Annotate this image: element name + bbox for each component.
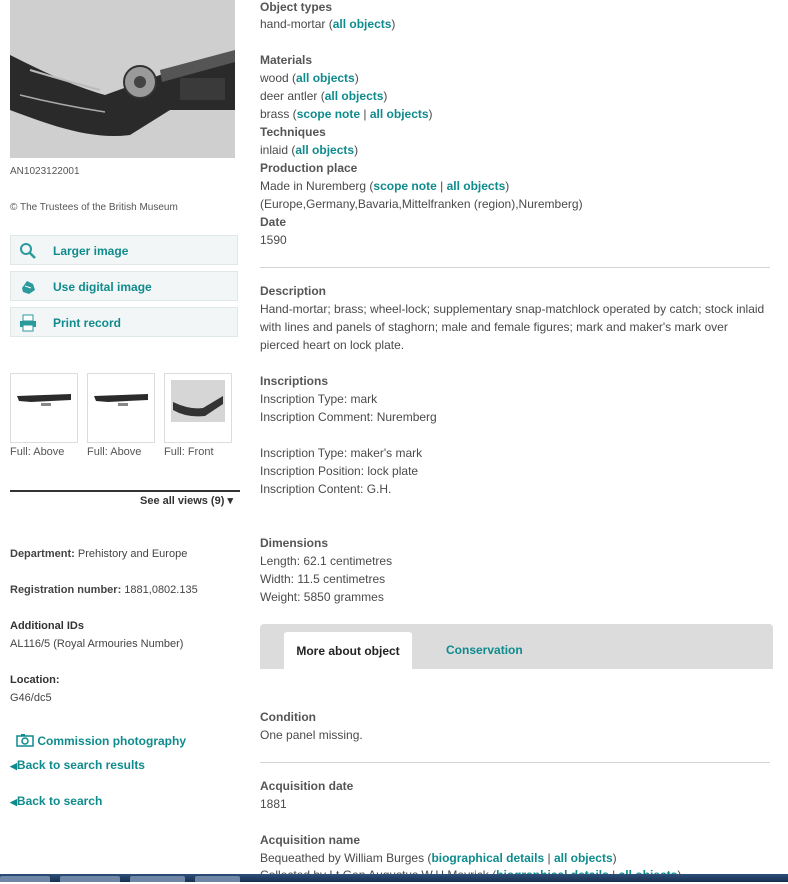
- back-to-search-link[interactable]: [10, 794, 102, 808]
- object-type-row: hand-mortar (all objects): [260, 17, 396, 31]
- department-label: Department:: [10, 548, 75, 560]
- technique-value: inlaid: [260, 143, 289, 157]
- registration-value: 1881,0802.135: [124, 584, 198, 596]
- techniques-heading: Techniques: [260, 125, 326, 139]
- commission-photography-label: Commission photography: [37, 734, 187, 748]
- material-value: brass: [260, 107, 290, 121]
- scope-note-link[interactable]: scope note: [296, 107, 361, 121]
- detail-tabs: [260, 624, 773, 669]
- material-row: brass (scope note | all objects): [260, 107, 433, 121]
- section-divider: [260, 267, 770, 268]
- all-objects-link[interactable]: all objects: [296, 71, 355, 85]
- larger-image-label: Larger image: [53, 244, 129, 258]
- all-objects-link[interactable]: all objects: [324, 89, 384, 103]
- location-value: G46/dc5: [10, 692, 52, 704]
- department: [10, 548, 187, 560]
- materials-heading: Materials: [260, 53, 313, 67]
- thumbnail-1-label: Full: Above: [10, 446, 65, 458]
- all-objects-link[interactable]: all objects: [553, 851, 613, 865]
- use-digital-image-button[interactable]: [10, 271, 238, 301]
- caret-left-icon: ◀: [10, 797, 17, 807]
- use-digital-image-label: Use digital image: [53, 280, 152, 294]
- inscription-line: Inscription Type: maker's mark: [260, 446, 423, 460]
- date-value: 1590: [260, 233, 287, 247]
- biographical-details-link[interactable]: biographical details: [431, 851, 545, 865]
- caret-down-icon: ▾: [227, 495, 233, 507]
- inscription-line: Inscription Type: mark: [260, 392, 378, 406]
- back-to-search-results-label: Back to search results: [16, 758, 145, 772]
- thumbnail-1[interactable]: [10, 373, 78, 443]
- print-record-label: Print record: [53, 316, 122, 330]
- see-all-views-link[interactable]: [140, 494, 233, 507]
- production-value: Made in Nuremberg: [260, 179, 367, 193]
- registration: [10, 584, 198, 596]
- dimension-line: Length: 62.1 centimetres: [260, 554, 393, 568]
- printer-icon: [19, 314, 37, 332]
- see-all-views-label: See all views (9): [140, 495, 225, 507]
- section-divider: [260, 762, 770, 763]
- additional-ids-value: AL116/5 (Royal Armouries Number): [10, 638, 184, 650]
- taskbar-button[interactable]: [130, 876, 185, 882]
- all-objects-link[interactable]: all objects: [446, 179, 506, 193]
- image-id: AN1023122001: [10, 166, 80, 177]
- tab-more-about-object[interactable]: More about object: [284, 632, 412, 669]
- divider: [10, 490, 240, 492]
- commission-photography-link[interactable]: [16, 733, 186, 748]
- magnifier-icon: [19, 242, 37, 260]
- material-value: deer antler: [260, 89, 318, 103]
- production-region: (Europe,Germany,Bavaria,Mittelfranken (region),Nuremberg): [260, 197, 583, 211]
- object-types-heading: Object types: [260, 0, 333, 14]
- location-heading: Location:: [10, 674, 60, 686]
- thumbnail-2-label: Full: Above: [87, 446, 142, 458]
- inscription-line: Inscription Content: G.H.: [260, 482, 392, 496]
- material-row: wood (all objects): [260, 71, 359, 85]
- inscription-line: Inscription Position: lock plate: [260, 464, 419, 478]
- dimension-line: Width: 11.5 centimetres: [260, 572, 386, 586]
- print-record-button[interactable]: [10, 307, 238, 337]
- copyright: © The Trustees of the British Museum: [10, 202, 178, 213]
- inscription-line: Inscription Comment: Nuremberg: [260, 410, 437, 424]
- acquisition-date-value: 1881: [260, 797, 287, 811]
- production-place-heading: Production place: [260, 161, 358, 175]
- thumbnail-3[interactable]: [164, 373, 232, 443]
- separator: |: [547, 851, 551, 865]
- production-row: Made in Nuremberg (scope note | all objects): [260, 179, 510, 193]
- inscriptions-heading: Inscriptions: [260, 374, 329, 388]
- condition-heading: Condition: [260, 710, 316, 724]
- date-heading: Date: [260, 215, 287, 229]
- condition-value: One panel missing.: [260, 728, 363, 742]
- technique-row: inlaid (all objects): [260, 143, 359, 157]
- all-objects-link[interactable]: all objects: [369, 107, 429, 121]
- separator: |: [440, 179, 444, 193]
- all-objects-link[interactable]: all objects: [295, 143, 355, 157]
- object-type-value: hand-mortar: [260, 17, 326, 31]
- additional-ids-heading: Additional IDs: [10, 620, 84, 632]
- all-objects-link[interactable]: all objects: [332, 17, 392, 31]
- acquisition-date-heading: Acquisition date: [260, 779, 354, 793]
- back-to-search-label: Back to search: [16, 794, 103, 808]
- separator: |: [363, 107, 367, 121]
- acquisition-name-value: Bequeathed by William Burges: [260, 851, 425, 865]
- caret-left-icon: ◀: [10, 761, 17, 771]
- material-row: deer antler (all objects): [260, 89, 388, 103]
- taskbar-button[interactable]: [0, 876, 50, 882]
- acquisition-name-heading: Acquisition name: [260, 833, 361, 847]
- thumbnail-3-label: Full: Front: [164, 446, 214, 458]
- material-value: wood: [260, 71, 289, 85]
- hand-icon: [19, 278, 37, 296]
- dimension-line: Weight: 5850 grammes: [260, 590, 384, 604]
- department-value: Prehistory and Europe: [77, 548, 188, 560]
- description-heading: Description: [260, 284, 327, 298]
- acquisition-name-row: Bequeathed by William Burges (biographical details | all objects): [260, 851, 617, 865]
- tab-conservation[interactable]: Conservation: [446, 643, 523, 657]
- camera-icon: [16, 733, 34, 747]
- dimensions-heading: Dimensions: [260, 536, 329, 550]
- thumbnail-2[interactable]: [87, 373, 155, 443]
- registration-label: Registration number:: [10, 584, 122, 596]
- taskbar-button[interactable]: [60, 876, 120, 882]
- scope-note-link[interactable]: scope note: [373, 179, 437, 193]
- larger-image-button[interactable]: [10, 235, 238, 265]
- back-to-search-results-link[interactable]: [10, 758, 145, 772]
- description-value: Hand-mortar; brass; wheel-lock; supplementary snap-matchlock operated by catch; stock inlaid with lines and panels of staghorn; male and female figures; mark and maker's mark over pierced heart on lock plate.: [260, 302, 765, 352]
- object-photo[interactable]: [10, 0, 235, 158]
- taskbar-button[interactable]: [195, 876, 240, 882]
